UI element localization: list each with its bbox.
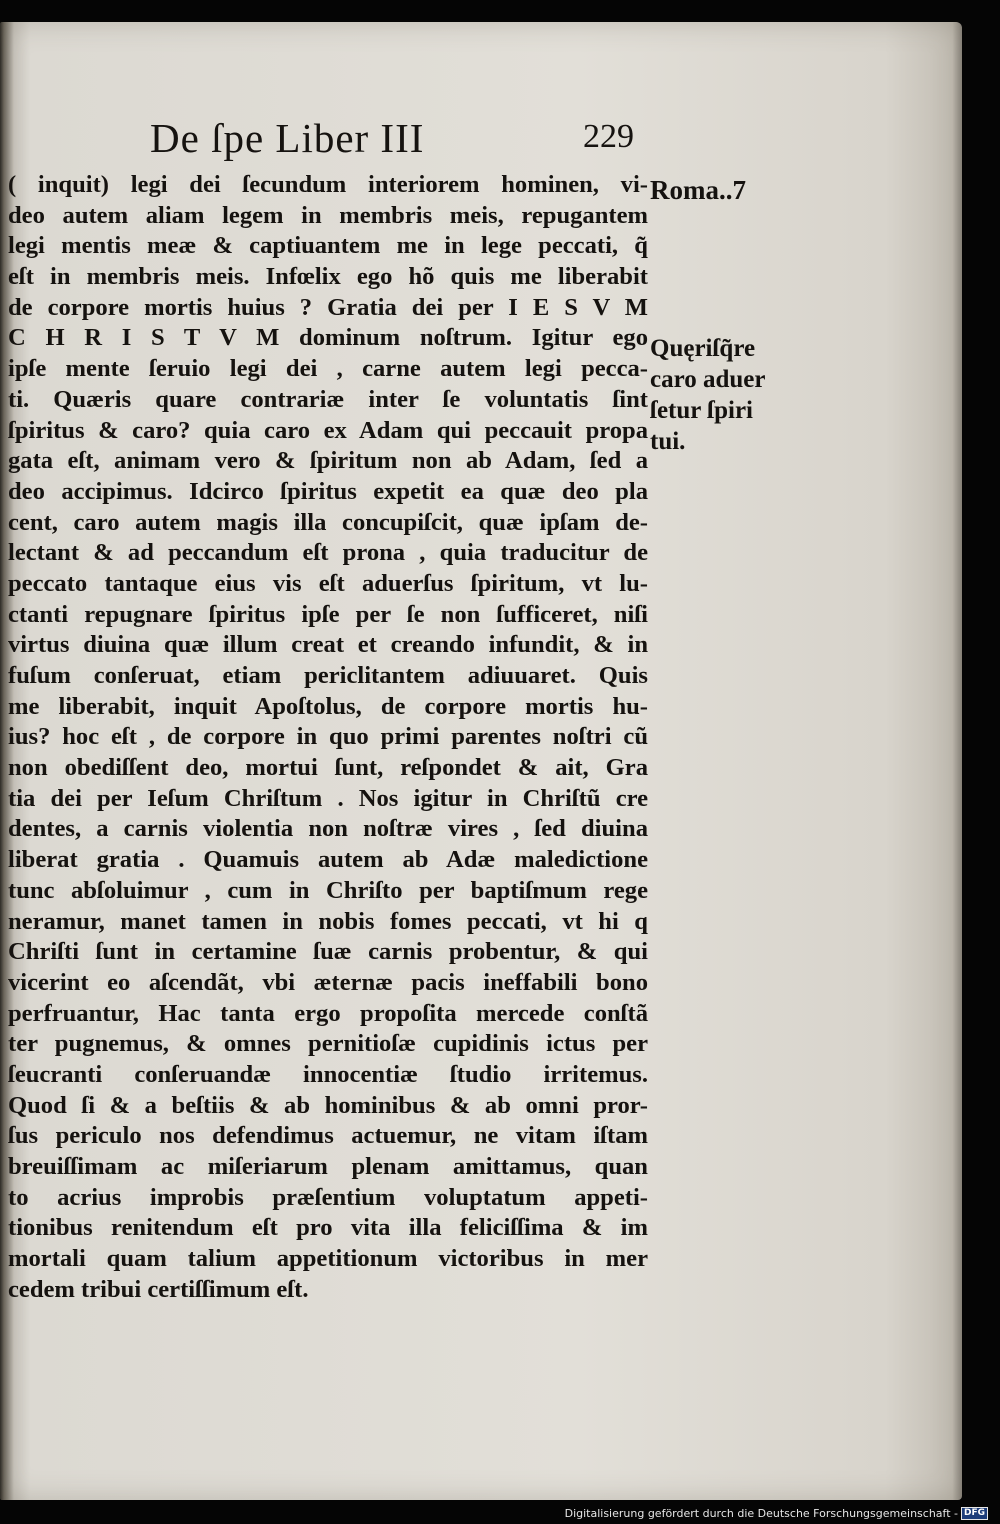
- dfg-logo: DFG: [961, 1507, 988, 1520]
- margin-note-line: Quęriſq̃re: [650, 335, 756, 362]
- text-line: ſpiritus & caro? quia caro ex Adam qui peccauit propa: [8, 416, 648, 444]
- text-line: lectant & ad peccandum eſt prona , quia traducitur de: [8, 539, 648, 567]
- paper-leaf: [0, 22, 962, 1500]
- text-line: ſeucranti conſeruandæ innocentiæ ſtudio irritemus.: [8, 1060, 648, 1088]
- text-line: de corpore mortis huius ? Gratia dei per I E S V M: [8, 293, 648, 321]
- text-line: ius? hoc eſt , de corpore in quo primi parentes noſtri cũ: [8, 723, 648, 751]
- text-line: perfruantur, Hac tanta ergo propoſita mercede conſtã: [8, 999, 648, 1027]
- text-line: breuiſſimam ac miſeriarum plenam amittamus, quan: [8, 1153, 648, 1180]
- text-line: deo autem aliam legem in membris meis, repugantem: [8, 201, 648, 229]
- text-line: C H R I S T V M dominum noſtrum. Igitur ego: [8, 324, 648, 352]
- text-line: me liberabit, inquit Apoſtolus, de corpore mortis hu-: [8, 692, 648, 720]
- text-line: tionibus renitendum eſt pro vita illa feliciſſima & im: [8, 1214, 648, 1242]
- text-line: eſt in membris meis. Infœlix ego hõ quis me liberabit: [8, 263, 648, 291]
- text-line: cent, caro autem magis illa concupiſcit, quæ ipſam de-: [8, 508, 648, 536]
- text-line: vicerint eo aſcendãt, vbi æternæ pacis ineffabili bono: [8, 968, 648, 996]
- text-line: tunc abſoluimur , cum in Chriſto per baptiſmum rege: [8, 876, 648, 904]
- text-line: ipſe mente ſeruio legi dei , carne autem legi pecca-: [8, 355, 648, 383]
- text-line: cedem tribui certiſſimum eſt.: [8, 1275, 309, 1303]
- text-line: ( inquit) legi dei ſecundum interiorem hominen, vi-: [8, 171, 648, 198]
- running-title: De ſpe Liber III: [150, 115, 425, 161]
- text-line: ti. Quæris quare contrariæ inter ſe voluntatis ſint: [8, 385, 648, 413]
- body-text: [8, 170, 648, 1305]
- text-line: ſus periculo nos defendimus actuemur, ne vitam iſtam: [8, 1122, 648, 1150]
- text-line: tia dei per Ieſum Chriſtum . Nos igitur in Chriſtũ cre: [8, 784, 648, 812]
- text-line: Quod ſi & a beſtiis & ab hominibus & ab omni pror-: [8, 1091, 648, 1119]
- page-header: [150, 114, 650, 166]
- margin-note: [650, 333, 766, 457]
- text-line: mortali quam talium appetitionum victoribus in mer: [8, 1245, 648, 1273]
- funding-credit: Digitalisierung gefördert durch die Deutsche Forschungsgemeinschaft -: [564, 1506, 958, 1520]
- text-line: non obediſſent deo, mortui ſunt, reſpondet & ait, Gra: [8, 754, 648, 782]
- text-line: to acrius improbis præſentium voluptatum appeti-: [8, 1183, 648, 1211]
- margin-reference: Roma..7: [650, 175, 746, 205]
- text-line: fuſum conſeruat, etiam periclitantem adiuuaret. Quis: [8, 662, 648, 689]
- page-number: 229: [583, 118, 634, 155]
- text-line: dentes, a carnis violentia non noſtræ vires , ſed diuina: [8, 815, 648, 843]
- text-line: liberat gratia . Quamuis autem ab Adæ maledictione: [8, 846, 648, 874]
- text-line: legi mentis meæ & captiuantem me in lege peccati, q̃: [8, 232, 648, 260]
- text-line: virtus diuina quæ illum creat et creando infundit, & in: [8, 631, 648, 659]
- text-line: ctanti repugnare ſpiritus ipſe per ſe non ſufficeret, niſi: [8, 600, 648, 628]
- text-line: neramur, manet tamen in nobis fomes peccati, vt hi q: [8, 907, 648, 935]
- margin-note-line: caro aduer: [650, 366, 766, 393]
- text-line: deo accipimus. Idcirco ſpiritus expetit ea quæ deo pla: [8, 477, 648, 505]
- text-line: gata eſt, animam vero & ſpiritum non ab Adam, ſed a: [8, 447, 648, 475]
- margin-note-line: ſetur ſpiri: [650, 397, 754, 424]
- text-line: Chriſti ſunt in certamine ſuæ carnis probentur, & qui: [8, 938, 648, 966]
- text-line: peccato tantaque eius vis eſt aduerſus ſpiritum, vt lu-: [8, 569, 648, 597]
- text-line: ter pugnemus, & omnes pernitioſæ cupidinis ictus per: [8, 1030, 648, 1058]
- footer-credit: [565, 1507, 988, 1521]
- margin-note-line: tui.: [650, 428, 686, 455]
